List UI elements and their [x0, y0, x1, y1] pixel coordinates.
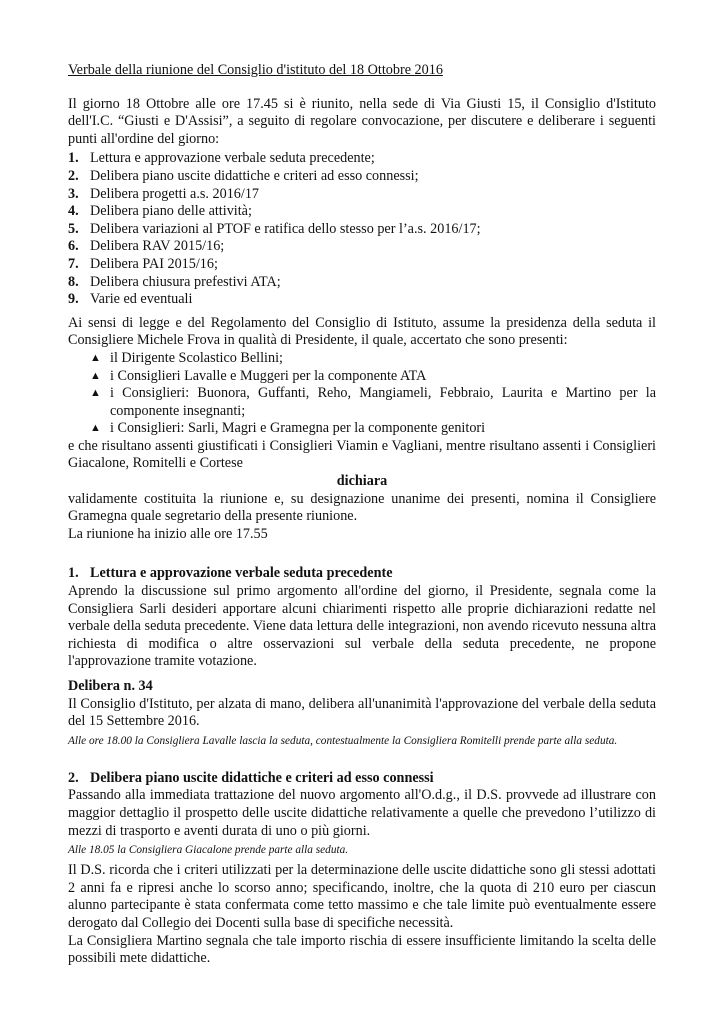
triangle-bullet-icon: ▲ — [90, 351, 101, 364]
section-1-heading — [68, 565, 656, 583]
agenda-item-text: Delibera variazioni al PTOF e ratifica dello stesso per l’a.s. 2016/17; — [90, 220, 481, 237]
present-item — [90, 420, 656, 438]
section-2-number: 2. — [68, 769, 79, 786]
agenda-item-text: Delibera piano delle attività; — [90, 203, 252, 220]
agenda-item — [68, 274, 656, 292]
intro-paragraph: Il giorno 18 Ottobre alle ore 17.45 si è riunito, nella sede di Via Giusti 15, il Consiglio d'Istituto dell'I.C. “Giusti e D'Assisi”, a seguito di regolare convocazione, per discutere e deliberare i seguenti punti all'ordine del giorno: — [68, 95, 656, 147]
absent-paragraph: e che risultano assenti giustificati i Consiglieri Viamin e Vagliani, mentre risultano assenti i Consiglieri Giacalone, Romitelli e Cortese — [68, 437, 656, 472]
agenda-item-number: 7. — [68, 255, 79, 272]
agenda-item — [68, 238, 656, 256]
section-2-title: Delibera piano uscite didattiche e criteri ad esso connessi — [90, 769, 434, 786]
section-1-body: Aprendo la discussione sul primo argomento all'ordine del giorno, il Presidente, segnala come la Consigliera Sarli desideri apportare alcuni chiarimenti rispetto alle proprie dichiarazioni redatte nel verbale della seduta precedente. Viene data lettura delle integrazioni, non avendo ricevuto nessuna altra richiesta di modifica o altre osservazioni sul verbale della seduta precedente, ne propone l'approvazione tramite votazione. — [68, 583, 656, 670]
triangle-bullet-icon: ▲ — [90, 387, 101, 400]
section-1-number: 1. — [68, 565, 79, 582]
triangle-bullet-icon: ▲ — [90, 369, 101, 382]
present-item — [90, 350, 656, 368]
agenda-item-number: 5. — [68, 220, 79, 237]
presidency-paragraph: Ai sensi di legge e del Regolamento del Consiglio di Istituto, assume la presidenza della seduta il Consigliere Michele Frova in qualità di Presidente, il quale, accertato che sono presenti: — [68, 314, 656, 349]
section-1-title: Lettura e approvazione verbale seduta precedente — [90, 565, 393, 582]
document-title: Verbale della riunione del Consiglio d'istituto del 18 Ottobre 2016 — [68, 62, 443, 78]
agenda-item-number: 2. — [68, 167, 79, 184]
present-list — [68, 350, 656, 438]
agenda-list — [68, 150, 656, 308]
agenda-item-text: Delibera chiusura prefestivi ATA; — [90, 273, 281, 290]
agenda-item — [68, 291, 656, 309]
section-2-paragraph-3: La Consigliera Martino segnala che tale importo rischia di essere insufficiente limitando la scelta delle possibili mete didattiche. — [68, 932, 656, 967]
section-1-note: Alle ore 18.00 la Consigliera Lavalle lascia la seduta, contestualmente la Consigliera Romitelli prende parte alla seduta. — [68, 734, 618, 747]
declaration-paragraph: validamente costituita la riunione e, su designazione unanime dei presenti, nomina il Consigliere Gramegna quale segretario della presente riunione. — [68, 490, 656, 525]
present-item-text: i Consiglieri Lavalle e Muggeri per la componente ATA — [110, 367, 427, 384]
agenda-item-text: Delibera piano uscite didattiche e criteri ad esso connessi; — [90, 167, 419, 184]
agenda-item-number: 3. — [68, 185, 79, 202]
start-time: La riunione ha inizio alle ore 17.55 — [68, 525, 268, 542]
agenda-item-number: 4. — [68, 203, 79, 220]
agenda-item-number: 8. — [68, 273, 79, 290]
document-page — [68, 62, 656, 968]
agenda-item-text: Varie ed eventuali — [90, 291, 193, 308]
section-2-heading — [68, 770, 656, 788]
agenda-item-number: 6. — [68, 238, 79, 255]
agenda-item — [68, 150, 656, 168]
agenda-item — [68, 256, 656, 274]
present-item-text: i Consiglieri: Buonora, Guffanti, Reho, Mangiameli, Febbraio, Laurita e Martino per la componente insegnanti; — [110, 385, 656, 419]
agenda-item — [68, 203, 656, 221]
agenda-item — [68, 168, 656, 186]
agenda-item-number: 9. — [68, 291, 79, 308]
present-item-text: il Dirigente Scolastico Bellini; — [110, 349, 283, 366]
agenda-item — [68, 221, 656, 239]
delibera-text: Il Consiglio d'Istituto, per alzata di mano, delibera all'unanimità l'approvazione del verbale della seduta del 15 Settembre 2016. — [68, 695, 656, 730]
present-item — [90, 368, 656, 386]
section-2-body: Passando alla immediata trattazione del nuovo argomento all'O.d.g., il D.S. provvede ad illustrare con maggior dettaglio il prospetto delle uscite didattiche relativamente a quelle che prevedono l’utilizzo di mezzi di trasporto e aventi durata di uno o più giorni. — [68, 787, 656, 839]
agenda-item-text: Delibera RAV 2015/16; — [90, 238, 225, 255]
section-2-note: Alle 18.05 la Consigliera Giacalone prende parte alla seduta. — [68, 844, 349, 857]
present-item — [90, 385, 656, 420]
agenda-item — [68, 186, 656, 204]
agenda-item-number: 1. — [68, 150, 79, 167]
agenda-item-text: Delibera PAI 2015/16; — [90, 255, 218, 272]
triangle-bullet-icon: ▲ — [90, 422, 101, 435]
delibera-heading: Delibera n. 34 — [68, 678, 153, 694]
present-item-text: i Consiglieri: Sarli, Magri e Gramegna per la componente genitori — [110, 420, 486, 437]
section-2-paragraph-2: Il D.S. ricorda che i criteri utilizzati per la determinazione delle uscite didattiche sono gli stessi adottati 2 anni fa e ripresi anche lo scorso anno; specificando, inoltre, che la quota di 210 euro per ciascun alunno partecipante è stata confermata come tetto massimo e che tale limite può eventualmente essere derogato dal Collegio dei Docenti sulla base di specifiche necessità. — [68, 862, 656, 931]
declares-heading: dichiara — [336, 473, 388, 490]
agenda-item-text: Lettura e approvazione verbale seduta precedente; — [90, 150, 375, 167]
agenda-item-text: Delibera progetti a.s. 2016/17 — [90, 185, 260, 202]
